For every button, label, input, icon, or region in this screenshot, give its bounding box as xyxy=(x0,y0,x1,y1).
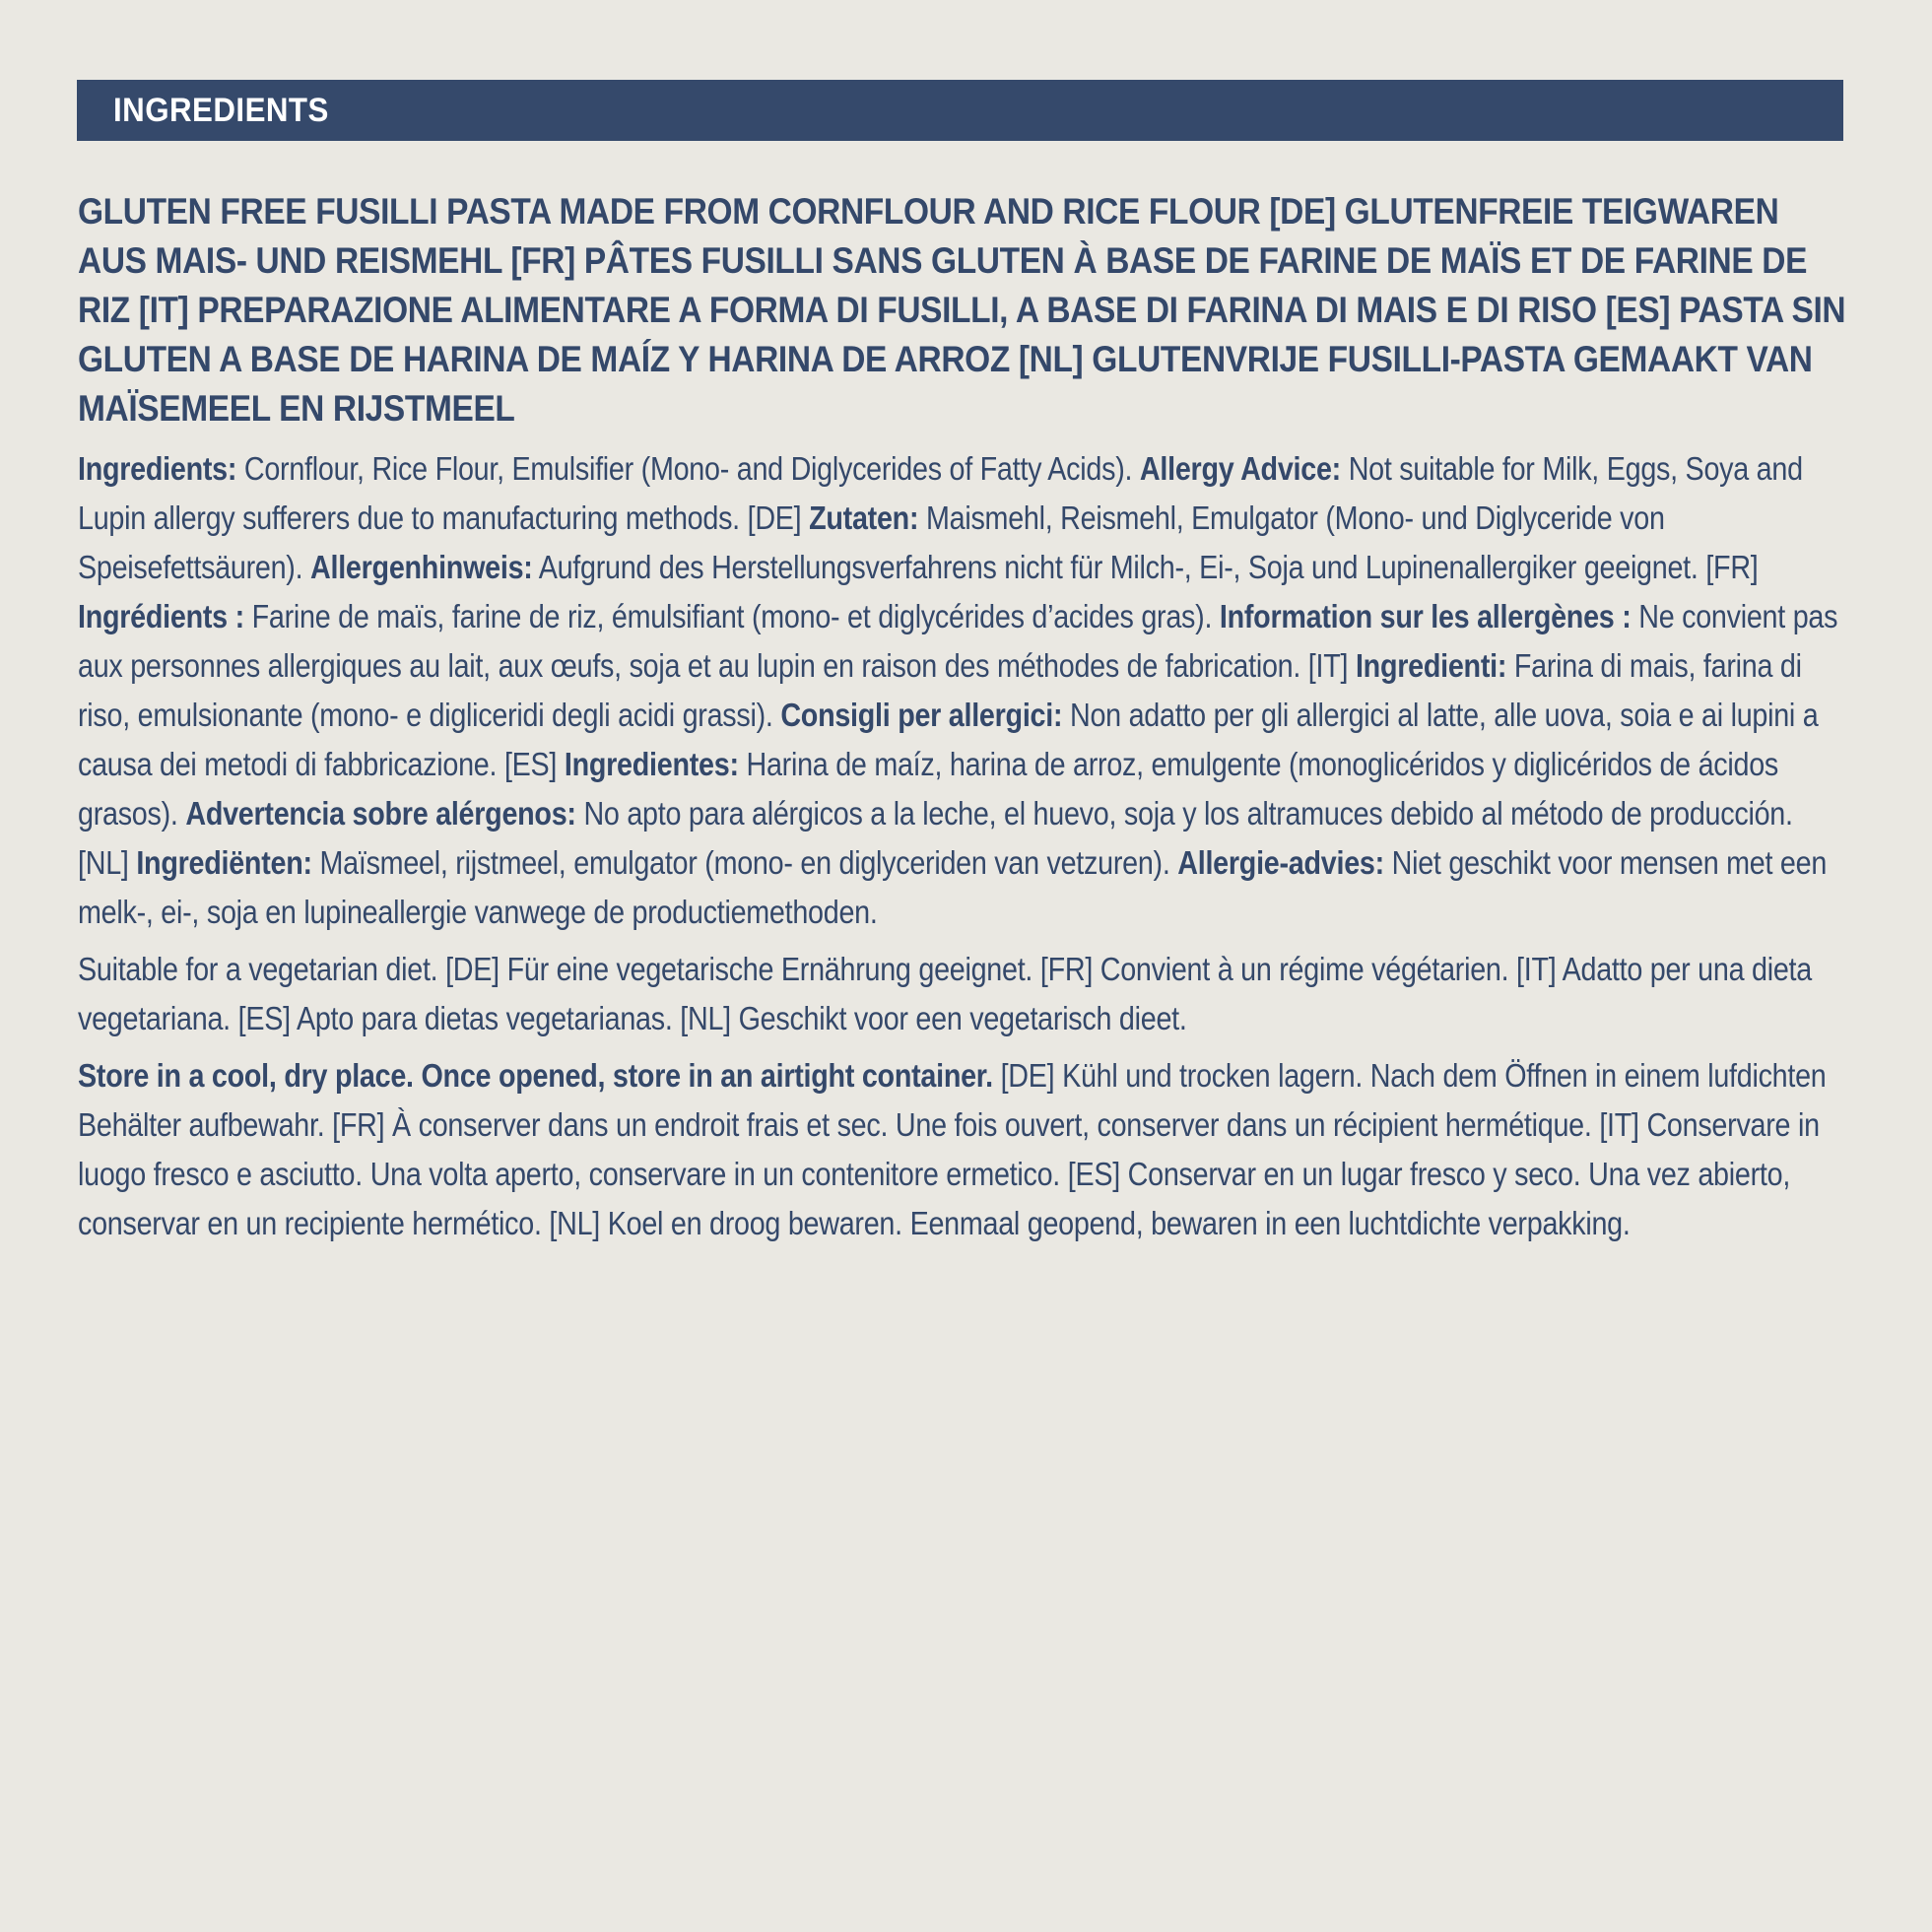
text-ingredients-it: Farina di mais, farina di riso, emulsionante (mono- e digliceridi degli acidi grassi). xyxy=(78,647,1802,733)
text-allergy-it: Non adatto per gli allergici al latte, alle uova, soia e ai lupini a causa dei metodi di fabbricazione. [ES] xyxy=(78,697,1819,782)
text-ingredients-de: Maismehl, Reismehl, Emulgator (Mono- und Diglyceride von Speisefettsäuren). xyxy=(78,500,1665,585)
text-ingredients-en: Cornflour, Rice Flour, Emulsifier (Mono- and Diglycerides of Fatty Acids). xyxy=(236,450,1140,487)
text-allergy-fr: Ne convient pas aux personnes allergiques au lait, aux œufs, soja et au lupin en raison des méthodes de fabrication. [IT] xyxy=(78,598,1838,684)
product-title: GLUTEN FREE FUSILLI PASTA MADE FROM CORNFLOUR AND RICE FLOUR [DE] GLUTENFREIE TEIGWAREN AUS MAIS- UND REISMEHL [FR] PÂTES FUSILLI SANS GLUTEN À BASE DE FARINE DE MAÏS ET DE FARINE DE RIZ [IT] PREPARAZIONE ALIMENTARE A FORMA DI FUSILLI, A BASE DI FARINA DI MAIS E DI RISO [ES] PASTA SIN GLUTEN A BASE DE HARINA DE MAÍZ Y HARINA DE ARROZ [NL] GLUTENVRIJE FUSILLI-PASTA GEMAAKT VAN MAÏSEMEEL EN RIJSTMEEL xyxy=(78,191,1846,429)
storage-en: Store in a cool, dry place. Once opened, store in an airtight container. xyxy=(78,1057,993,1094)
text-allergy-es: No apto para alérgicos a la leche, el huevo, soja y los altramuces debido al método de producción. [NL] xyxy=(78,795,1793,881)
ingredients-paragraph xyxy=(78,444,1843,937)
section-header xyxy=(77,80,1843,141)
text-allergy-nl: Niet geschikt voor mensen met een melk-, ei-, soja en lupineallergie vanwege de productiemethoden. xyxy=(78,844,1828,930)
section-title: INGREDIENTS xyxy=(113,91,329,129)
label-ingredients-de: Zutaten: xyxy=(809,500,919,536)
label-allergy-es: Advertencia sobre alérgenos: xyxy=(185,795,576,832)
label-allergy-nl: Allergie-advies: xyxy=(1177,844,1384,881)
vegetarian-paragraph: Suitable for a vegetarian diet. [DE] Für eine vegetarische Ernährung geeignet. [FR] Convient à un régime végétarien. [IT] Adatto per una dieta vegetariana. [ES] Apto para dietas vegetarianas. [NL] Geschikt voor een vegetarisch dieet. xyxy=(78,951,1812,1036)
label-ingredients-en: Ingredients: xyxy=(78,450,237,487)
label-ingredients-nl: Ingrediënten: xyxy=(136,844,312,881)
label-allergy-de: Allergenhinweis: xyxy=(310,549,533,585)
text-allergy-de: Aufgrund des Herstellungsverfahrens nicht für Milch-, Ei-, Soja und Lupinenallergiker geeignet. [FR] xyxy=(532,549,1759,585)
storage-translations: [DE] Kühl und trocken lagern. Nach dem Öffnen in einem lufdichten Behälter aufbewahr. [FR] À conserver dans un endroit frais et sec. Une fois ouvert, conserver dans un récipient hermétique. [IT] Conservare in luogo fresco e asciutto. Una volta aperto, conservare in un contenitore ermetico. [ES] Conservar en un lugar fresco y seco. Una vez abierto, conservar en un recipiente hermético. [NL] Koel en droog bewaren. Eenmaal geopend, bewaren in een luchtdichte verpakking. xyxy=(78,1057,1827,1241)
label-allergy-fr: Information sur les allergènes : xyxy=(1219,598,1632,634)
label-ingredients-fr: Ingrédients : xyxy=(78,598,244,634)
text-allergy-en: Not suitable for Milk, Eggs, Soya and Lupin allergy sufferers due to manufacturing methods. [DE] xyxy=(78,450,1803,536)
text-ingredients-nl: Maïsmeel, rijstmeel, emulgator (mono- en diglyceriden van vetzuren). xyxy=(311,844,1178,881)
ingredients-panel xyxy=(77,80,1846,1248)
text-ingredients-es: Harina de maíz, harina de arroz, emulgente (monoglicéridos y diglicéridos de ácidos grasos). xyxy=(78,746,1779,832)
label-ingredients-es: Ingredientes: xyxy=(564,746,739,782)
label-allergy-it: Consigli per allergici: xyxy=(780,697,1063,733)
label-ingredients-it: Ingredienti: xyxy=(1355,647,1507,684)
label-allergy-en: Allergy Advice: xyxy=(1139,450,1341,487)
text-ingredients-fr: Farine de maïs, farine de riz, émulsifiant (mono- et diglycérides d’acides gras). xyxy=(243,598,1220,634)
storage-paragraph xyxy=(78,1051,1843,1248)
